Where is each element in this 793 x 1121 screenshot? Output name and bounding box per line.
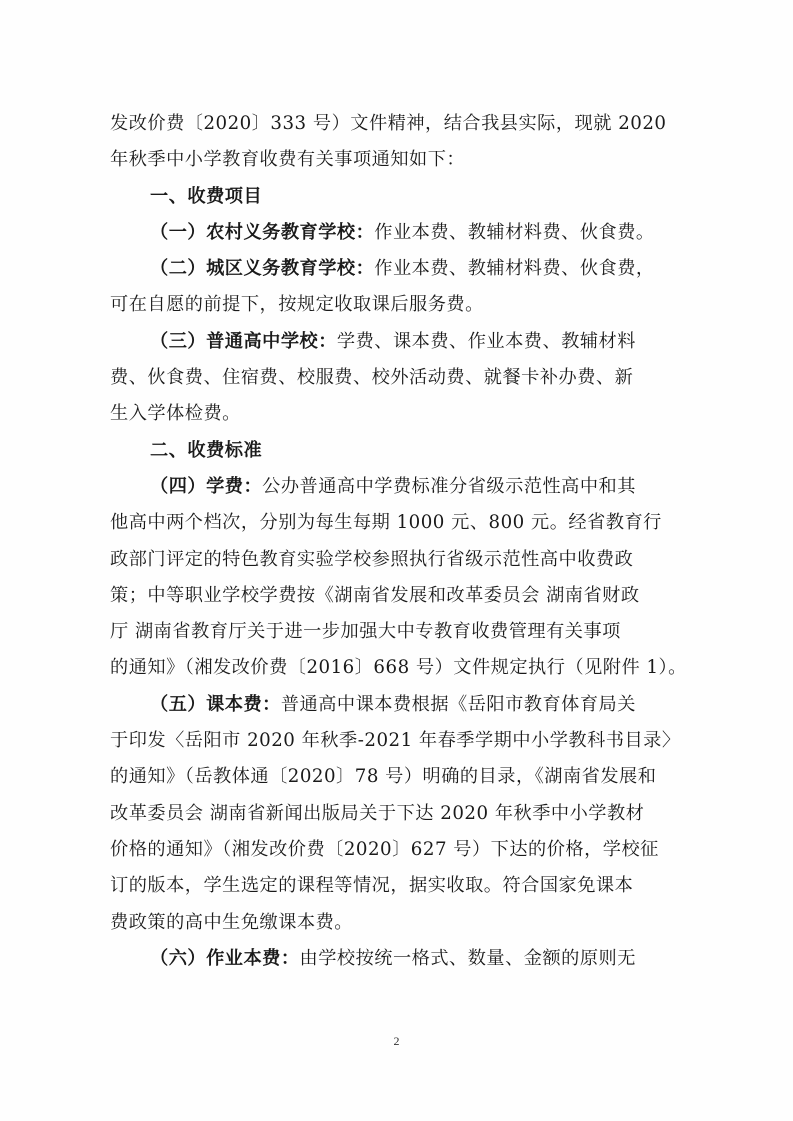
heading-text: （三）普通高中学校：	[150, 330, 337, 352]
heading-text: （四）学费：	[150, 475, 263, 497]
text-line	[110, 614, 710, 650]
text-line	[110, 396, 710, 432]
heading-text: （五）课本费：	[150, 693, 281, 715]
text-line	[110, 360, 710, 396]
body-text: 的通知》（岳教体通〔2020〕78 号）明确的目录，《湖南省发展和	[110, 766, 657, 788]
body-text: 作业本费、教辅材料费、伙食费，	[374, 258, 655, 280]
body-text: 策；中等职业学校学费按《湖南省发展和改革委员会 湖南省财政	[110, 584, 640, 606]
text-line	[110, 106, 710, 142]
document-body	[110, 106, 710, 977]
text-line	[110, 505, 710, 541]
text-line	[110, 723, 710, 759]
body-text: 作业本费、教辅材料费、伙食费。	[374, 221, 655, 243]
body-text: 年秋季中小学教育收费有关事项通知如下：	[110, 149, 466, 171]
text-line	[110, 941, 710, 977]
text-line	[110, 287, 710, 323]
text-line	[110, 142, 710, 178]
body-text: 价格的通知》（湘发改价费〔2020〕627 号）下达的价格，学校征	[110, 838, 659, 860]
text-line	[110, 759, 710, 795]
body-text: 发改价费〔2020〕333 号）文件精神，结合我县实际，现就 2020	[110, 113, 667, 134]
text-line	[110, 578, 710, 614]
text-line	[110, 796, 710, 832]
body-text: 政部门评定的特色教育实验学校参照执行省级示范性高中收费政	[110, 548, 634, 570]
text-line	[110, 650, 710, 686]
heading-text: （六）作业本费：	[150, 947, 300, 969]
body-text: 于印发〈岳阳市 2020 年秋季-2021 年春季学期中小学教科书目录〉	[110, 730, 681, 752]
body-text: 的通知》（湘发改价费〔2016〕668 号）文件规定执行（见附件 1）。	[110, 657, 687, 679]
text-line	[110, 868, 710, 904]
body-text: 生入学体检费。	[110, 403, 241, 425]
text-line	[110, 251, 710, 287]
text-line	[110, 687, 710, 723]
body-text: 由学校按统一格式、数量、金额的原则无	[299, 947, 636, 969]
text-line	[110, 469, 710, 505]
text-line	[110, 324, 710, 360]
body-text: 订的版本，学生选定的课程等情况，据实收取。符合国家免课本	[110, 875, 634, 897]
heading-text: 二、收费标准	[150, 439, 263, 461]
body-text: 费政策的高中生免缴课本费。	[110, 911, 353, 933]
body-text: 公办普通高中学费标准分省级示范性高中和其	[262, 475, 636, 497]
body-text: 可在自愿的前提下，按规定收取课后服务费。	[110, 294, 484, 316]
page-number: 2	[393, 1034, 400, 1048]
heading-text: （二）城区义务教育学校：	[150, 258, 375, 280]
body-text: 费、伙食费、住宿费、校服费、校外活动费、就餐卡补办费、新	[110, 367, 634, 389]
body-text: 学费、课本费、作业本费、教辅材料	[336, 330, 636, 352]
body-text: 改革委员会 湖南省新闻出版局关于下达 2020 年秋季中小学教材	[110, 802, 645, 824]
text-line	[110, 905, 710, 941]
heading-text: 一、收费项目	[150, 185, 263, 207]
text-line	[110, 179, 710, 215]
body-text: 厅 湖南省教育厅关于进一步加强大中专教育收费管理有关事项	[110, 621, 621, 643]
text-line	[110, 542, 710, 578]
body-text: 他高中两个档次，分别为每生每期 1000 元、800 元。经省教育行	[110, 512, 662, 534]
text-line	[110, 215, 710, 251]
text-line	[110, 832, 710, 868]
text-line	[110, 433, 710, 469]
body-text: 普通高中课本费根据《岳阳市教育体育局关	[280, 693, 636, 715]
heading-text: （一）农村义务教育学校：	[150, 221, 375, 243]
